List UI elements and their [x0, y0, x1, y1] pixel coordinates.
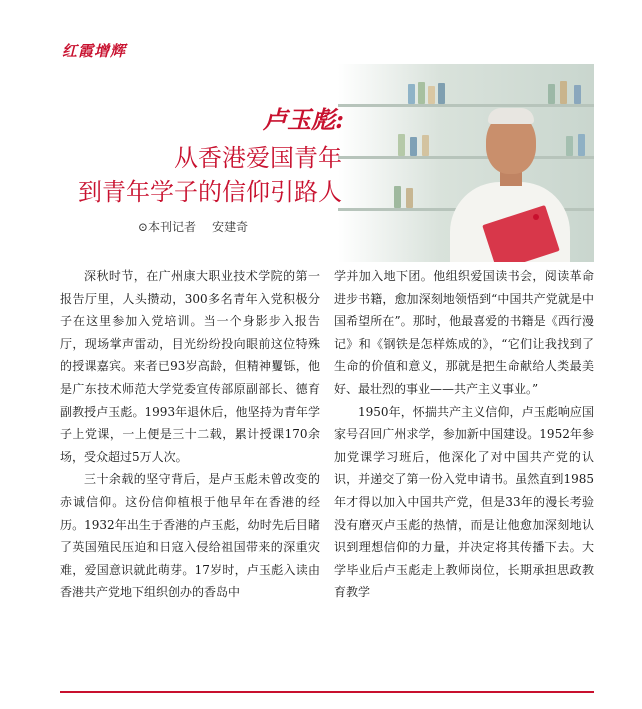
paragraph: 学并加入地下团。他组织爱国读书会，阅读革命进步书籍，愈加深刻地领悟到“中国共产党就是中国希望所在”。那时，他最喜爱的书籍是《西行漫记》和《钢铁是怎样炼成的》，“它们让我找到了生命的价值和意义，那就是把生命献给人类最美好、最壮烈的事业——共产主义事业。”: [334, 269, 594, 396]
byline-author: 安建奇: [212, 220, 249, 234]
article-column-2: [334, 265, 594, 604]
section-label: 红霞增辉: [62, 42, 127, 60]
title-name: 卢玉彪:: [263, 105, 344, 134]
paragraph: 三十余载的坚守背后，是卢玉彪未曾改变的赤诚信仰。这份信仰植根于他早年在香港的经历。1932年出生于香港的卢玉彪，幼时先后目睹了英国殖民压迫和日寇入侵给祖国带来的深重灾难，爱国意识就此萌芽。17岁时，卢玉彪入读由香港共产党地下组织创办的香岛中: [60, 472, 320, 600]
article-column-1: [60, 265, 320, 604]
paragraph: 深秋时节，在广州康大职业技术学院的第一报告厅里，人头攒动，300多名青年入党积极分子在这里参加入党培训。当一个身影步入报告厅，现场掌声雷动，目光纷纷投向眼前这位特殊的授课嘉宾。来者已93岁高龄，但精神矍铄，他是广东技术师范大学党委宣传部原副部长、德育副教授卢玉彪。1993年退休后，他坚持为青年学子上党课，一上便是三十二载，累计授课170余场，受众超过5万人次。: [60, 269, 320, 464]
title-line-1: 从香港爱国青年: [174, 144, 342, 172]
title-line-2: 到青年学子的信仰引路人: [78, 178, 342, 206]
bottom-rule: [60, 691, 594, 693]
party-badge: [533, 214, 539, 220]
byline-role: ⊙本刊记者: [138, 220, 197, 234]
paragraph: 1950年，怀揣共产主义信仰，卢玉彪响应国家号召回广州求学，参加新中国建设。1952年参加党课学习班后，他深化了对中国共产党的认识，并递交了第一份入党申请书。虽然直到1985年才得以加入中国共产党，但是33年的漫长考验没有磨灭卢玉彪的热情，而是让他愈加深刻地认识到理想信仰的力量，并决定将其传播下去。大学毕业后卢玉彪走上教师岗位，长期承担思政教育教学: [334, 404, 594, 600]
byline: [138, 218, 248, 235]
portrait-photo: [338, 64, 594, 262]
